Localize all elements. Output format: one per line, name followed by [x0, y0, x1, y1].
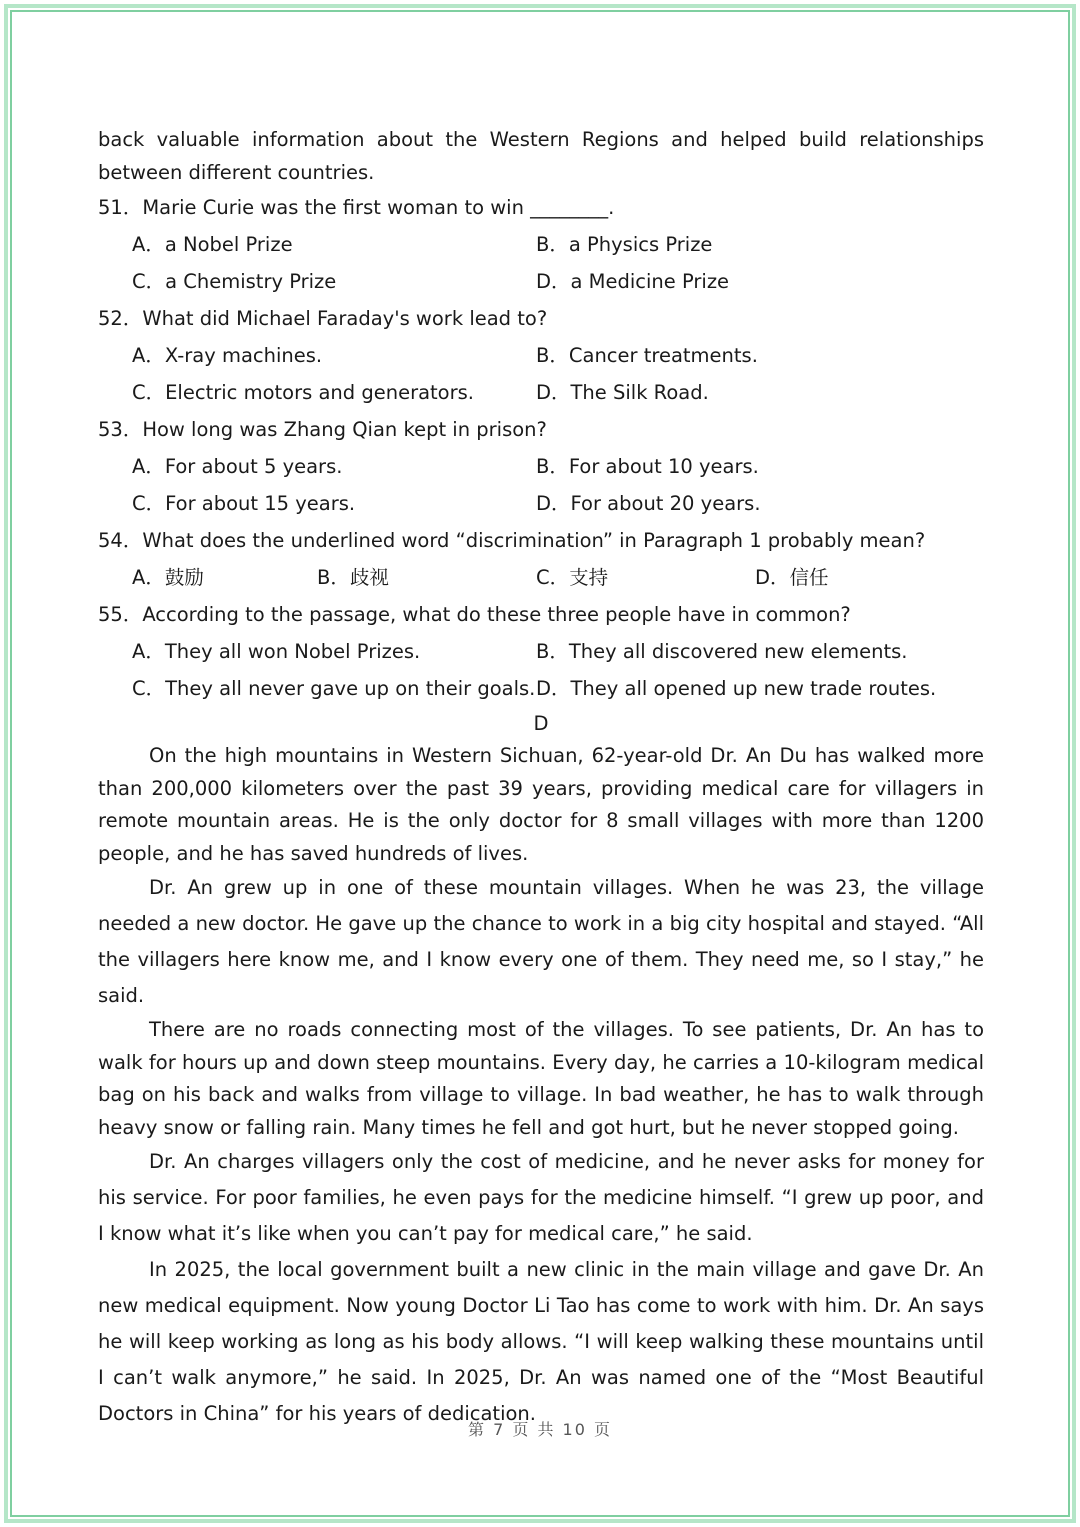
- question-51-options-row2: [98, 263, 984, 300]
- option-55-b: B．They all discovered new elements.: [536, 640, 908, 663]
- option-51-a: A．a Nobel Prize: [132, 233, 293, 256]
- option-51-c: C．a Chemistry Prize: [132, 270, 337, 293]
- option-51-d: D．a Medicine Prize: [536, 270, 730, 293]
- section-d-heading: D: [533, 712, 549, 735]
- question-52-options-row1: [98, 337, 984, 374]
- option-53-a: A．For about 5 years.: [132, 455, 343, 478]
- option-52-c: C．Electric motors and generators.: [132, 381, 474, 404]
- question-53-options-row1: [98, 448, 984, 485]
- question-54-options: [98, 559, 984, 596]
- question-53: 53．How long was Zhang Qian kept in prison?: [98, 418, 547, 441]
- option-53-c: C．For about 15 years.: [132, 492, 356, 515]
- page-content: [98, 124, 984, 1432]
- question-51: 51．Marie Curie was the first woman to win ________.: [98, 196, 615, 219]
- option-55-c: C．They all never gave up on their goals.: [132, 677, 536, 700]
- passage-d-paragraph-5: In 2025, the local government built a new clinic in the main village and gave Dr. An new medical equipment. Now young Doctor Li Tao has come to work with him. Dr. An says he will keep working as long as his body allows. “I will keep walking these mountains until I can’t walk anymore,” he said. In 2025, Dr. An was named one of the “Most Beautiful Doctors in China” for his years of dedication.: [98, 1258, 984, 1425]
- question-55-options-row2: [98, 670, 984, 707]
- option-53-d: D．For about 20 years.: [536, 492, 761, 515]
- option-53-b: B．For about 10 years.: [536, 455, 759, 478]
- page-number-footer: 第 7 页 共 10 页: [468, 1420, 612, 1439]
- option-54-a: A．鼓励: [132, 566, 204, 589]
- question-55: 55．According to the passage, what do these three people have in common?: [98, 603, 851, 626]
- question-51-options-row1: [98, 226, 984, 263]
- option-54-b: B．歧视: [317, 566, 389, 589]
- option-55-d: D．They all opened up new trade routes.: [536, 677, 937, 700]
- passage-d: [98, 740, 984, 1432]
- question-54: 54．What does the underlined word “discrimination” in Paragraph 1 probably mean?: [98, 529, 926, 552]
- passage-c-ending: back valuable information about the Western Regions and helped build relationships between different countries.: [98, 128, 984, 184]
- passage-d-paragraph-4: Dr. An charges villagers only the cost of medicine, and he never asks for money for his service. For poor families, he even pays for the medicine himself. “I grew up poor, and I know what it’s like when you can’t pay for medical care,” he said.: [98, 1150, 984, 1245]
- option-52-b: B．Cancer treatments.: [536, 344, 758, 367]
- passage-d-paragraph-3: There are no roads connecting most of the villages. To see patients, Dr. An has to walk for hours up and down steep mountains. Every day, he carries a 10-kilogram medical bag on his back and walks from village to village. In bad weather, he has to walk through heavy snow or falling rain. Many times he fell and got hurt, but he never stopped going.: [98, 1018, 984, 1139]
- question-55-options-row1: [98, 633, 984, 670]
- option-52-a: A．X-ray machines.: [132, 344, 323, 367]
- option-54-d: D．信任: [755, 566, 829, 589]
- option-52-d: D．The Silk Road.: [536, 381, 709, 404]
- question-52: 52．What did Michael Faraday's work lead to?: [98, 307, 548, 330]
- question-52-options-row2: [98, 374, 984, 411]
- question-53-options-row2: [98, 485, 984, 522]
- option-51-b: B．a Physics Prize: [536, 233, 713, 256]
- option-54-c: C．支持: [536, 566, 609, 589]
- passage-d-paragraph-1: On the high mountains in Western Sichuan, 62-year-old Dr. An Du has walked more than 200,000 kilometers over the past 39 years, providing medical care for villagers in remote mountain areas. He is the only doctor for 8 small villages with more than 1200 people, and he has saved hundreds of lives.: [98, 744, 984, 865]
- option-55-a: A．They all won Nobel Prizes.: [132, 640, 421, 663]
- passage-d-paragraph-2: Dr. An grew up in one of these mountain villages. When he was 23, the village needed a new doctor. He gave up the chance to work in a big city hospital and stayed. “All the villagers here know me, and I know every one of them. They need me, so I stay,” he said.: [98, 876, 984, 1007]
